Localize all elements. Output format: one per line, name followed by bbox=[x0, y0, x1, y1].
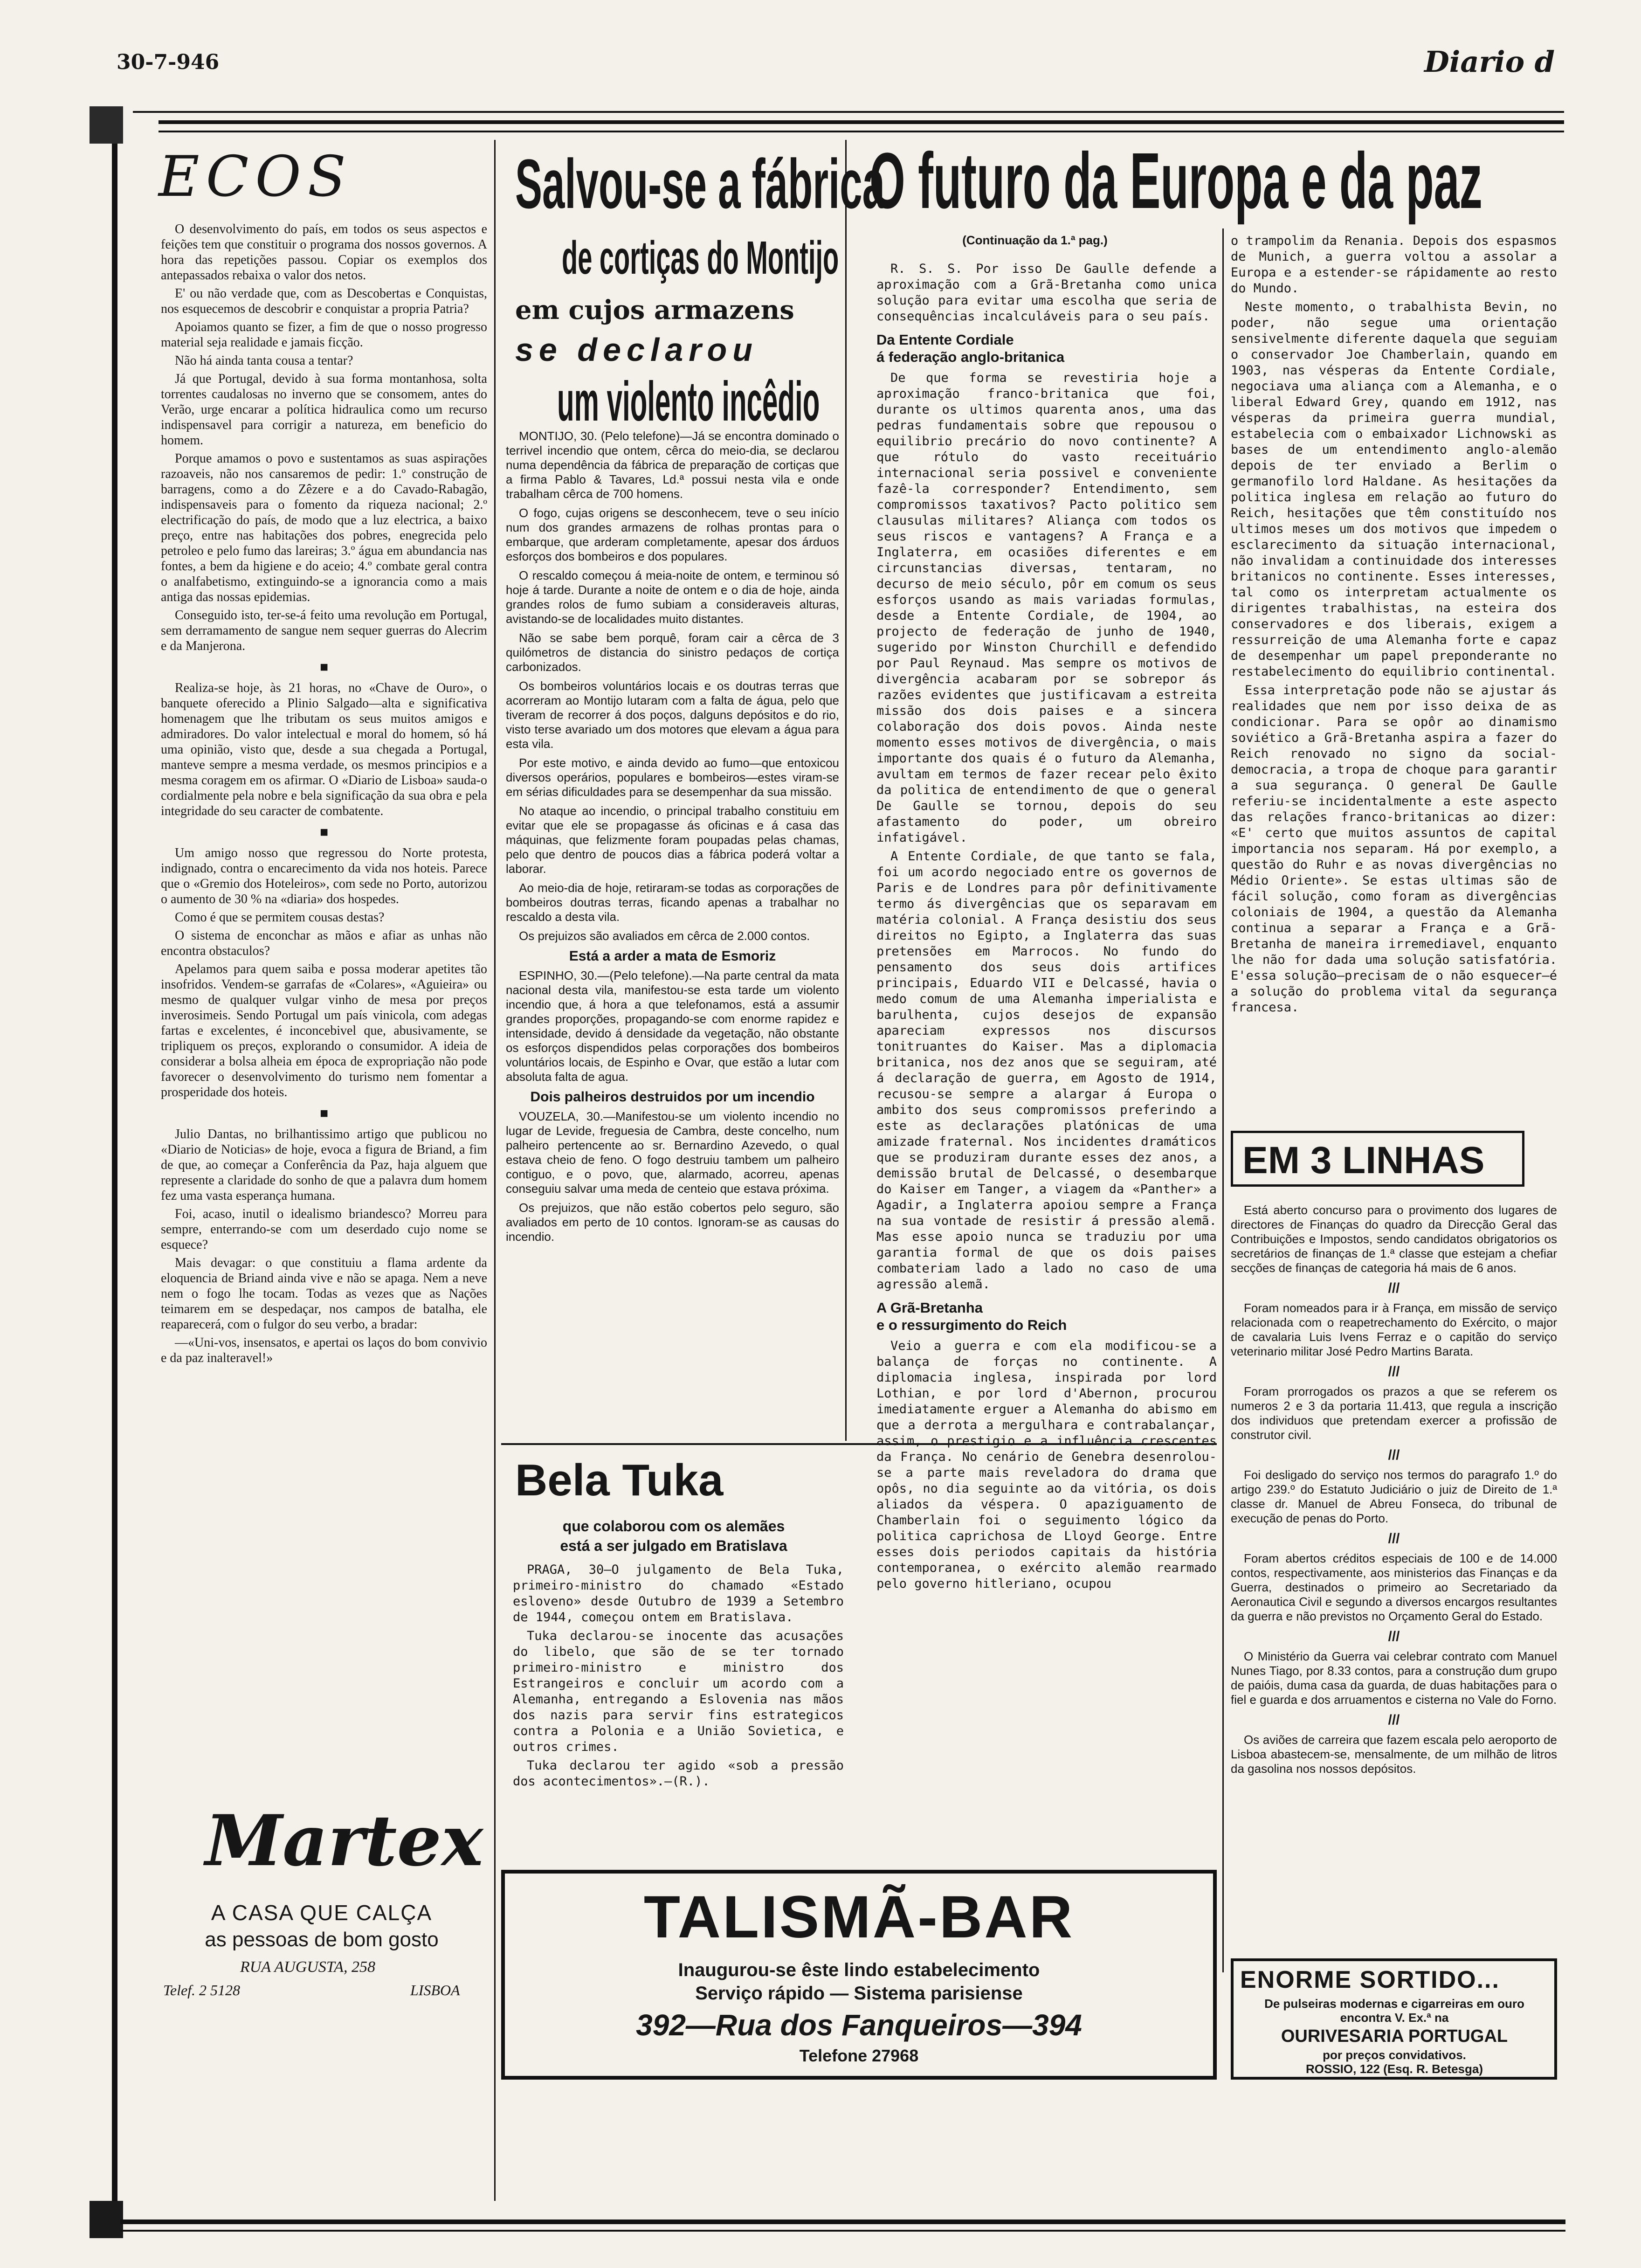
ourivesaria-ad bbox=[1231, 1958, 1557, 2080]
fire-paragraph: Os prejuizos, que não estão cobertos pelo seguro, são avaliados em perto de 10 contos. Ignoram-se as causas do incendio. bbox=[506, 1201, 839, 1244]
fire-article bbox=[506, 429, 839, 1431]
talisma-bar-name: TALISMÃ-BAR bbox=[643, 1884, 1075, 1950]
tuka-title: Bela Tuka bbox=[515, 1455, 724, 1505]
tuka-subtitle-2: está a ser julgado em Bratislava bbox=[560, 1537, 787, 1554]
linhas-separator: /// bbox=[1388, 1280, 1400, 1296]
linhas-separator: /// bbox=[1388, 1629, 1400, 1644]
ourivesaria-address: ROSSIO, 122 (Esq. R. Betesga) bbox=[1305, 2062, 1483, 2076]
europa-subhead-1b: á federação anglo-britanica bbox=[876, 349, 1065, 365]
talisma-bar-ad bbox=[501, 1870, 1217, 2080]
linhas-title-box bbox=[1231, 1131, 1524, 1187]
europa-continuation: (Continuação da 1.ª pag.) bbox=[962, 233, 1108, 247]
fire-headline-4: se declarou bbox=[515, 332, 758, 368]
top-rule-second bbox=[159, 131, 1564, 132]
martex-address: RUA AUGUSTA, 258 bbox=[240, 1958, 375, 1976]
fire-headline-block bbox=[501, 140, 885, 433]
europa-subhead-1a: Da Entente Cordiale bbox=[876, 332, 1014, 348]
linhas-item: Está aberto concurso para o provimento dos lugares de directores de Finanças do quadro da Direcção Geral das Contribuições e Impostos, sendo candidatos obrigatorios os secretários de finanças de 1.ª classe que estejam a chefiar secções de finanças de categoria há mais de 6 anos. bbox=[1231, 1203, 1557, 1275]
talisma-bar-phone: Telefone 27968 bbox=[799, 2046, 919, 2065]
ecos-paragraph: Realiza-se hoje, às 21 horas, no «Chave de Ouro», o banquete oferecido a Plinio Salgado—alta e significativa homenagem que lhe tributam os seus muitos amigos e admiradores. Do valor intelectual e moral do homem, só há uma opinião, visto que, desde a sua chegada a Portugal, manteve sempre a mesma verdade, os mesmos principios e a mesma coragem em os afirmar. O «Diario de Lisboa» sauda-o cordialmente pela nobre e bela significação da sua obra e pela integridade do seu caracter de combatente. bbox=[161, 681, 487, 818]
martex-slogan-2: as pessoas de bom gosto bbox=[205, 1928, 439, 1951]
section-separator: ■ bbox=[319, 659, 329, 675]
linhas-item: Foram abertos créditos especiais de 100 e de 14.000 contos, respectivamente, aos ministerios das Finanças e da Guerra, destinados o primeiro ao Secretariado da Aeronautica Civil e segundo a diversos encargos resultantes da guerra e não previstos no Orçamento Geral do Estado. bbox=[1231, 1551, 1557, 1623]
fire-headline-2: de cortiças do Montijo bbox=[562, 232, 839, 284]
ecos-paragraph: Conseguido isto, ter-se-á feito uma revolução em Portugal, sem derramamento de sangue nem sequer guerras do Alecrim e da Manjerona. bbox=[161, 608, 487, 653]
column-divider-1 bbox=[494, 140, 496, 2201]
ecos-paragraph: Mais devagar: o que constituiu a flama ardente da eloquencia de Briand ainda vive e não se apaga. Nem a neve nem o fogo lhe tocam. Todas as vezes que as Nações teimarem em se despedaçar, nos campos de batalha, ele reaparecerá, com o fulgor do seu verbo, a bradar: bbox=[161, 1256, 487, 1332]
section-separator: ■ bbox=[319, 824, 329, 840]
europa-subhead-2b: e o ressurgimento do Reich bbox=[876, 1317, 1067, 1333]
fire-paragraph: O rescaldo começou á meia-noite de ontem, e terminou só hoje á tarde. Durante a noite de ontem e o dia de hoje, ainda grandes rolos de fumo subiam a consideraveis alturas, avistando-se de localidades muito distantes. bbox=[506, 568, 839, 626]
talisma-bar-line1: Inaugurou-se êste lindo estabelecimento bbox=[678, 1960, 1040, 1980]
talisma-bar-address: 392—Rua dos Fanqueiros—394 bbox=[636, 2008, 1082, 2042]
ecos-paragraph: Apoiamos quanto se fizer, a fim de que o nosso progresso material seja realidade e jamais ficção. bbox=[161, 320, 487, 350]
martex-ad bbox=[159, 1767, 485, 2042]
corner-block-top bbox=[90, 106, 123, 144]
martex-slogan: A CASA QUE CALÇA bbox=[211, 1901, 433, 1925]
ecos-column bbox=[161, 221, 487, 1760]
europa-paragraph: R. S. S. Por isso De Gaulle defende a aproximação com a Grã-Bretanha como unica solução para evitar uma escolha que seria de consequências incalculáveis para o seu país. bbox=[876, 262, 1217, 324]
column-divider-2 bbox=[845, 140, 847, 1441]
fire-paragraph: Não se sabe bem porquê, foram cair a cêrca de 3 quilómetros de distancia do sinistro pedaços de cortiça carbonizados. bbox=[506, 631, 839, 674]
tuka-paragraph: Tuka declarou ter agido «sob a pressão dos acontecimentos».—(R.). bbox=[513, 1758, 844, 1789]
section-separator: ■ bbox=[319, 1106, 329, 1121]
talisma-bar-line2: Serviço rápido — Sistema parisiense bbox=[695, 1983, 1023, 2004]
fire-paragraph: O fogo, cujas origens se desconhecem, teve o seu início num dos grandes armazens de rolhas prontas para o embarque, que arderam completamente, apesar dos árduos esforços dos bombeiros e dos populares. bbox=[506, 506, 839, 563]
fire-headline-3: em cujos armazens bbox=[515, 295, 794, 325]
europa-subhead-2a: A Grã-Bretanha bbox=[876, 1300, 983, 1316]
europa-paragraph: Neste momento, o trabalhista Bevin, no poder, não segue uma orientação sensivelmente diferente daquela que seguiam o conservador Joe Chamberlain, quando em 1903, nas vésperas da Entente Cordiale, negociava uma aliança com a Alemanha, e o liberal Edward Grey, quando em 1912, nas vésperas da primeira guerra mundial, estabelecia com o embaixador Lichnowski as bases de um entendimento anglo-alemão depois de ter enviado a Berlim o germanofilo lord Haldane. As hesitações da politica inglesa em relação ao futuro do Reich, hesitações que têm constituído nos ultimos meses um dos motivos que impedem o esclarecimento da situação internacional, não invalidam a continuidade dos interesses britanicos no continente. Esses interesses, tal como os interpretam actualmente os dirigentes trabalhistas, na esteira dos conservadores e dos liberais, exigem a ressurreição de uma Alemanha forte e capaz de desempenhar um papel preponderante no restabelecimento do equilibrio continental. bbox=[1231, 300, 1557, 679]
linhas-item: Foi desligado do serviço nos termos do paragrafo 1.º do artigo 239.º do Estatuto Judiciário o juiz de Direito de 1.ª classe dr. Manuel de Abreu Fonseca, do tribunal de execução de penas do Porto. bbox=[1231, 1468, 1557, 1525]
ourivesaria-name: OURIVESARIA PORTUGAL bbox=[1281, 2026, 1508, 2046]
ecos-title: ECOS bbox=[159, 145, 352, 209]
column-divider-3 bbox=[1222, 228, 1224, 1972]
ecos-paragraph: Apelamos para quem saiba e possa moderar apetites tão insofridos. Vendem-se garrafas de «Colares», «Aguieira» ou mesmo de qualquer vulgar vinho de mesa por preços inverosimeis. Sendo Portugal um país vinicola, com adegas fartas e excelentes, é inconcebivel que, abusivamente, se tripliquem os preços, explorando o consumidor. A ideia de considerar a bolsa alheia em época de expropriação não pode favorecer o desenvolvimento do turismo nem fomentar a prosperidade dos hoteis. bbox=[161, 962, 487, 1099]
top-rule-thick bbox=[159, 120, 1564, 124]
europa-subhead-1 bbox=[876, 331, 1217, 366]
ecos-paragraph: Foi, acaso, inutil o idealismo briandesco? Morreu para sempre, enterrando-se com um deserdado cujo nome se esquece? bbox=[161, 1207, 487, 1252]
fire-paragraph: MONTIJO, 30. (Pelo telefone)—Já se encontra dominado o terrivel incendio que ontem, cêrca do meio-dia, se declarou numa dependência da fábrica de preparação de cortiças que a firma Pablo & Tavares, Ld.ª possui nesta vila e onde trabalham cêrca de 700 homens. bbox=[506, 429, 839, 501]
ecos-paragraph: —«Uni-vos, insensatos, e apertai os laços do bom convivio e da paz inalteravel!» bbox=[161, 1335, 487, 1365]
fire-paragraph: VOUZELA, 30.—Manifestou-se um violento incendio no lugar de Levide, freguesia de Cambra, deste concelho, num palheiro pertencente ao sr. Bernardino Azevedo, o qual estava cheio de feno. O fogo destruiu tambem um palheiro contiguo, e o povo, que, alarmado, acorreu, apenas conseguiu salvar uma meda de centeio que estava próxima. bbox=[506, 1109, 839, 1196]
ecos-paragraph: Não há ainda tanta cousa a tentar? bbox=[175, 353, 353, 368]
bottom-rule-thin bbox=[120, 2230, 1565, 2232]
ourivesaria-line2: por preços convidativos. bbox=[1323, 2048, 1466, 2062]
masthead: Diario d bbox=[1424, 45, 1555, 79]
europa-paragraph: Essa interpretação pode não se ajustar ás realidades que nem por isso deixa de as condicionar. Para se opôr ao dinamismo soviético a Grã-Bretanha aspira a fazer do Reich renovado no signo da social-democracia, a tropa de choque para garantir a sua segurança. O general De Gaulle referiu-se incidentalmente a este aspecto das relações franco-britanicas ao dizer: «E' certo que muitos assuntos de capital importancia nos separam. Há por exemplo, a questão do Ruhr e as novas divergências no Médio Oriente». Se estas ultimas são de fácil solução, como foram as divergências coloniais de 1904, a questão da Alemanha continua a separar a França e a Grã-Bretanha de maneira irremediavel, enquanto lhe não for dada uma solução satisfatória. E'essa solução—precisam de o não esquecer—é a solução do problema vital da segurança francesa. bbox=[1231, 683, 1557, 1015]
europa-subhead-2 bbox=[876, 1299, 1217, 1334]
linhas-separator: /// bbox=[1388, 1364, 1400, 1379]
linhas-item: O Ministério da Guerra vai celebrar contrato com Manuel Nunes Tiago, por 8.33 contos, para a construção dum grupo de paióis, duma casa da guarda, de duas habitações para o fiel e guarda e dos arruamentos e cisterna no Vale do Forno. bbox=[1231, 1649, 1557, 1707]
linhas-column bbox=[1231, 1203, 1557, 1954]
europa-paragraph: De que forma se revestiria hoje a aproximação franco-britanica que foi, durante os ultimos quarenta anos, uma das pedras fundamentais sobre que repousou o equilibrio precário do novo continente? A que rótulo do vasto receituário internacional seria possivel e conveniente fazê-la corresponder? Entendimento, sem compromissos taxativos? Pacto politico sem clausulas militares? Aliança com todos os seus riscos e vantagens? A França e a Inglaterra, em ocasiões diferentes e em circunstancias diversas, tentaram, no decurso de meio século, pôr em comum os seus esforços usando as mais variadas formulas, desde a Entente Cordiale, de 1904, ao projecto de federação de junho de 1940, sugerido por Winston Churchill e defendido por Paul Reynaud. Mas sempre os motivos de divergência acabaram por se sobrepor ás razões evidentes que justificavam a estreita missão dos dois paises e a sincera colaboração dos dois povos. Ainda neste momento esses motivos de divergência, o mais importante dos quais é o futuro da Alemanha, avultam em termos de fazer recear pelo êxito da politica de entendimento de que o general De Gaulle se tornou, depois do seu afastamento do poder, um obreiro infatigável. bbox=[876, 371, 1217, 845]
europa-paragraph: A Entente Cordiale, de que tanto se fala, foi um acordo negociado entre os governos de Paris e de Londres para pôr definitivamente termo ás divergências que os separavam em matéria colonial. A França desistiu dos seus direitos no Egipto, a Inglaterra das suas pretensões em Marrocos. No fundo do pensamento dos seus dois artifices principais, Eduardo VII e Delcassé, havia o medo comum de uma Alemanha imperialista e barulhenta, cujos desejos de expansão apareciam expressos nos discursos tonitruantes do Kaiser. Mas a diplomacia britanica, nos dez anos que se seguiram, até á declaração de guerra, em Agosto de 1914, recusou-se sempre a alargar á Europa o ambito dos seus compromissos preferindo a este as declarações platónicas de uma amizade fraternal. Nos incidentes dramáticos que se produziram durante esses dez anos, a demissão brutal de Delcassé, o desembarque do Kaiser em Tanger, a viagem da «Panther» a Agadir, a Inglaterra apoiou sempre a França na sua vontade de resistir á pressão alemã. Mas esse apoio nunca se traduziu por uma garantia formal de que os dois paises combateriam lado a lado no caso de uma agressão alemã. bbox=[876, 849, 1217, 1292]
fire-headline-5: um violento incêdio bbox=[557, 370, 820, 433]
europa-article-col1 bbox=[876, 261, 1217, 1856]
europa-article-col2 bbox=[1231, 233, 1557, 1110]
ourivesaria-line1: De pulseiras modernas e cigarreiras em ouro encontra V. Ex.ª na bbox=[1264, 1997, 1524, 2025]
tuka-subtitle-1: que colaborou com os alemães bbox=[562, 1518, 785, 1535]
tuka-article bbox=[513, 1562, 844, 1851]
fire-subhead-esmoriz: Está a arder a mata de Esmoriz bbox=[569, 948, 776, 964]
europa-headline: O futuro da Europa e da paz bbox=[869, 137, 1482, 225]
linhas-item: Foram prorrogados os prazos a que se referem os numeros 2 e 3 da portaria 11.413, que regula a inscrição dos individuos que pretendam exercer a profissão de construtor civil. bbox=[1231, 1384, 1557, 1442]
fire-headline-1: Salvou-se a fábrica bbox=[515, 145, 885, 223]
fire-paragraph: Os bombeiros voluntários locais e os doutras terras que acorreram ao Montijo lutaram com a falta de água, pelo que tiveram de recorrer á dos poços, dalguns depósitos e do rio, visto terse avariado um dos motores que elevam a água para esta vila. bbox=[506, 679, 839, 751]
ecos-paragraph: Já que Portugal, devido à sua forma montanhosa, solta torrentes caudalosas no inverno que se consomem, antes do Verão, urge encarar a política hidraulica como um recurso indispensavel para corrigir a natureza, em beneficio do homem. bbox=[161, 372, 487, 448]
tuka-paragraph: PRAGA, 30—O julgamento de Bela Tuka, primeiro-ministro do chamado «Estado esloveno» desde Outubro de 1939 a Setembro de 1944, começou ontem em Bratislava. bbox=[513, 1563, 844, 1625]
ecos-paragraph: Um amigo nosso que regressou do Norte protesta, indignado, contra o encarecimento da vida nos hoteis. Parece que o «Gremio dos Hoteleiros», com sede no Porto, autorizou o aumento de 30 % na «diaria» dos hospedes. bbox=[161, 846, 487, 906]
martex-logo: Martex bbox=[205, 1800, 483, 1882]
linhas-item: Os aviões de carreira que fazem escala pelo aeroporto de Lisboa abastecem-se, mensalmente, de um milhão de litros da gasolina nos nossos depósitos. bbox=[1231, 1733, 1557, 1776]
fire-paragraph: ESPINHO, 30.—(Pelo telefone).—Na parte central da mata nacional desta vila, manifestou-se esta tarde um violento incendio que, á hora a que telefonamos, está a assumir grandes proporções, propagando-se com enorme rapidez e intensidade, devido á densidade da vegetação, não obstante os esforços dispendidos pelas corporações dos bombeiros voluntários locais, de Espinho e Ovar, que estão a lutar com absoluta falta de agua. bbox=[506, 968, 839, 1084]
linhas-separator: /// bbox=[1388, 1447, 1400, 1463]
martex-city: LISBOA bbox=[410, 1982, 460, 1998]
fire-paragraph: Por este motivo, e ainda devido ao fumo—que entoxicou diversos operários, populares e bombeiros—estes viram-se em sérias dificuldades para se desempenhar da sua missão. bbox=[506, 756, 839, 799]
linhas-title: EM 3 LINHAS bbox=[1242, 1139, 1485, 1182]
top-rule-thin bbox=[133, 111, 1564, 113]
fire-paragraph: No ataque ao incendio, o principal trabalho constituiu em evitar que ele se propagasse ás oficinas e á casa das máquinas, que felizmente foram poupadas pelas chamas, pelo que dentro de poucos dias a fábrica poderá voltar a laborar. bbox=[506, 804, 839, 876]
tuka-paragraph: Tuka declarou-se inocente das acusações do libelo, que são de se ter tornado primeiro-ministro e ministro dos Estrangeiros e concluir um acordo com a Alemanha, entregando a Eslovenia nas mãos dos nazis para servir fins estrategicos contra a Polonia e a União Sovietica, e outros crimes. bbox=[513, 1629, 844, 1754]
ourivesaria-title: ENORME SORTIDO... bbox=[1240, 1966, 1500, 1993]
martex-phone: Telef. 2 5128 bbox=[163, 1982, 241, 1998]
europa-paragraph: o trampolim da Renania. Depois dos espasmos de Munich, a guerra voltou a assolar a Europa e a estender-se rápidamente ao resto do Mundo. bbox=[1231, 234, 1557, 296]
europa-paragraph: Veio a guerra e com ela modificou-se a balança de forças no continente. A diplomacia inglesa, inspirada por lord Lothian, e por lord d'Abernon, procurou imediatamente erguer a Alemanha do abismo em que a derrota a mergulhara e contrabalançar, assim, o prestigio e a influência crescentes da França. No cenário de Genebra desenrolou-se a parte mais reveladora do drama que opôs, no dia seguinte ao da vitória, os dois aliados da véspera. O apaziguamento de Chamberlain foi o seguimento lógico da politica caprichosa de Lloyd George. Entre esses dois periodos capitais da história contemporanea, o exército alemão rearmado pelo governo hitleriano, ocupou bbox=[876, 1339, 1217, 1591]
linhas-separator: /// bbox=[1388, 1712, 1400, 1728]
page-date: 30-7-946 bbox=[117, 50, 220, 74]
linhas-item: Foram nomeados para ir à França, em missão de serviço relacionada com o reapetrechamento do Exército, o major de cavalaria Luis Ivens Ferraz e o capitão do serviço veterinario militar José Pedro Martins Barata. bbox=[1231, 1301, 1557, 1358]
ecos-paragraph: Como é que se permitem cousas destas? bbox=[175, 910, 385, 925]
linhas-separator: /// bbox=[1388, 1531, 1400, 1546]
fire-paragraph: Os prejuizos são avaliados em cêrca de 2.000 contos. bbox=[519, 929, 810, 943]
ecos-paragraph: E' ou não verdade que, com as Descobertas e Conquistas, nos esquecemos de descobrir e conquistar a propria Patria? bbox=[161, 286, 487, 316]
bottom-rule-thick bbox=[120, 2220, 1565, 2224]
ecos-paragraph: O sistema de enconchar as mãos e afiar as unhas não encontra obstaculos? bbox=[161, 928, 487, 958]
fire-paragraph: Ao meio-dia de hoje, retiraram-se todas as corporações de bombeiros doutras terras, ficando apenas a trabalhar no rescaldo a desta vila. bbox=[506, 881, 839, 924]
ecos-paragraph: O desenvolvimento do país, em todos os seus aspectos e feições tem que constituir o programa dos nossos governos. A hora das repetições passou. Copiar os exemplos dos antepassados rebaixa o valor dos netos. bbox=[161, 222, 487, 283]
ecos-paragraph: Porque amamos o povo e sustentamos as suas aspirações razoaveis, não nos cansaremos de pedir: 1.º construção de barragens, como a do Zêzere e a do Cavado-Rabagão, indispensaveis para o fomento da riqueza nacional; 2.º electrificação do país, de modo que a luz electrica, a baixo preço, entre nas habitações dos pobres, enegrecida pelo petroleo e pelo fumo das lareiras; 3.º água em abundancia nas fontes, a bem da higiene e do aceio; 4.º combate geral contra o analfabetismo, extinguindo-se a ignorancia como a mais antiga das nossas epidemias. bbox=[161, 451, 487, 604]
fire-subhead-palheiros: Dois palheiros destruidos por um incendio bbox=[530, 1089, 815, 1105]
corner-block-bottom bbox=[90, 2201, 123, 2238]
left-frame-rule bbox=[112, 107, 117, 2233]
ecos-paragraph: Julio Dantas, no brilhantissimo artigo que publicou no «Diario de Noticias» de hoje, evoca a figura de Briand, a fim de que, ao começar a Conferência da Paz, haja alguem que represente a claridade do sonho de que a palavra dum homem fez uma vasta esperança humana. bbox=[161, 1127, 487, 1203]
